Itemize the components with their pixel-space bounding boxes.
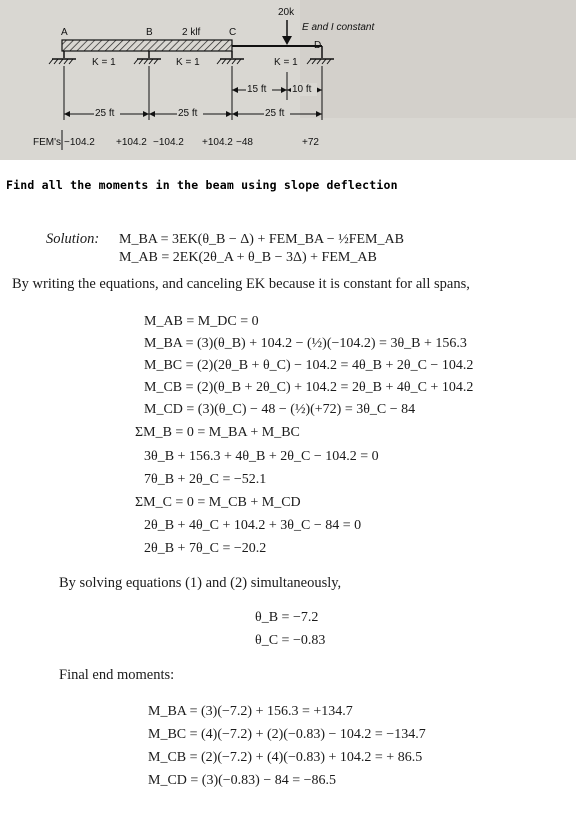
sub-span-label-1: 15 ft [247,84,267,95]
distributed-load-label: 2 klf [182,27,201,38]
final-text: Final end moments: [59,667,175,683]
question-text: Find all the moments in the beam using slope deflection [6,178,398,192]
solution-label: Solution: [46,231,100,247]
point-load-label: 20k [278,7,295,18]
fem-value: −104.2 [64,137,95,148]
fem-label: FEM's [33,137,62,148]
stiffness-label-ab: K = 1 [92,57,116,68]
support-d-label: D [314,40,322,51]
fem-value: +72 [302,137,319,148]
general-equation: M_BA = 3EK(θ_B − Δ) + FEM_BA − ½FEM_AB [119,232,404,247]
equation-line: ΣM_C = 0 = M_CB + M_CD [135,495,301,510]
equation-line: M_CB = (2)(θ_B + 2θ_C) + 104.2 = 2θ_B + 4θ_C + 104.2 [144,380,474,395]
support-a [49,51,76,64]
sub-span-label-2: 10 ft [292,84,312,95]
equation-line: M_CD = (3)(θ_C) − 48 − (½)(+72) = 3θ_C − 84 [144,402,416,417]
beam [62,40,232,51]
equation-line: ΣM_B = 0 = M_BA + M_BC [135,425,300,440]
equation-line: M_BC = (2)(2θ_B + θ_C) − 104.2 = 4θ_B + 2θ_C − 104.2 [144,358,474,373]
solve-text: By solving equations (1) and (2) simultaneously, [59,575,342,591]
final-moment: M_CB = (2)(−7.2) + (4)(−0.83) + 104.2 = + 86.5 [148,750,423,765]
equation-line: 2θ_B + 7θ_C = −20.2 [144,541,267,556]
equation-line: M_AB = M_DC = 0 [144,314,259,329]
equation-line: 2θ_B + 4θ_C + 104.2 + 3θ_C − 84 = 0 [144,518,362,533]
fem-value: −48 [236,137,253,148]
final-moment: M_BA = (3)(−7.2) + 156.3 = +134.7 [148,704,353,719]
support-a-label: A [61,27,68,38]
result-theta-c: θ_C = −0.83 [255,633,326,648]
support-b-label: B [146,27,153,38]
final-moment: M_BC = (4)(−7.2) + (2)(−0.83) − 104.2 = −134.7 [148,727,426,742]
support-c [217,51,244,64]
equation-line: 3θ_B + 156.3 + 4θ_B + 2θ_C − 104.2 = 0 [144,449,379,464]
stiffness-label-bc: K = 1 [176,57,200,68]
span-label-bc: 25 ft [178,108,198,119]
support-c-label: C [229,27,237,38]
intro-text: By writing the equations, and canceling EK because it is constant for all spans, [12,276,470,292]
equation-line: 7θ_B + 2θ_C = −52.1 [144,472,267,487]
point-load-arrow [282,20,292,45]
final-moment: M_CD = (3)(−0.83) − 84 = −86.5 [148,773,337,788]
constant-label: E and I constant [302,22,375,33]
span-label-ab: 25 ft [95,108,115,119]
equation-line: M_BA = (3)(θ_B) + 104.2 − (½)(−104.2) = 3θ_B + 156.3 [144,336,467,351]
general-equation: M_AB = 2EK(2θ_A + θ_B − 3Δ) + FEM_AB [119,250,377,265]
stiffness-label-cd: K = 1 [274,57,298,68]
fem-value: −104.2 [153,137,184,148]
support-b [134,51,161,64]
beam-diagram [0,0,576,160]
fem-value: +104.2 [116,137,147,148]
span-label-cd: 25 ft [265,108,285,119]
fem-value: +104.2 [202,137,233,148]
result-theta-b: θ_B = −7.2 [255,610,319,625]
